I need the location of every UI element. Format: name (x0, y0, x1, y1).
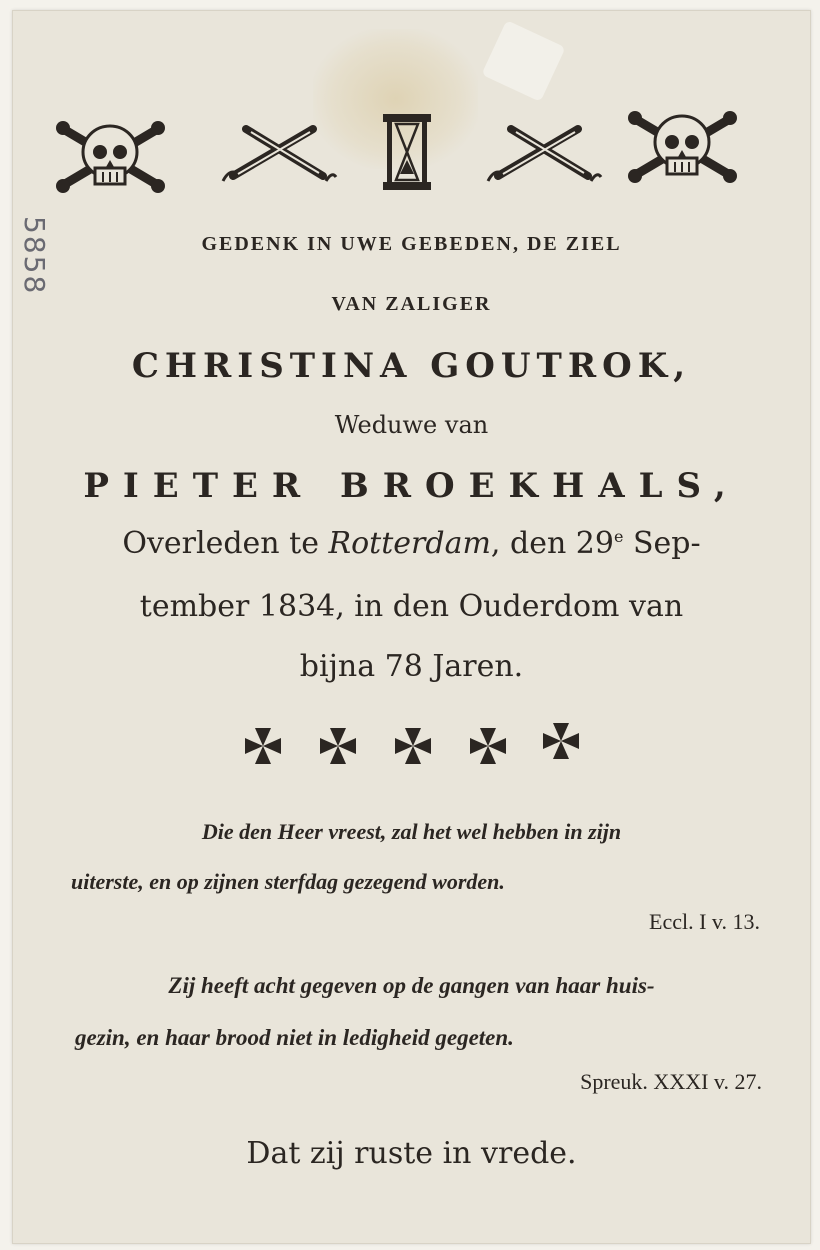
death-line-3: bijna 78 Jaren. (299, 649, 524, 684)
cross-pattee-icon (468, 726, 508, 766)
spouse-name: PIETER BROEKHALS, (83, 466, 740, 506)
deceased-name: CHRISTINA GOUTROK, (131, 346, 692, 386)
death-place: Rotterdam (328, 526, 491, 561)
cross-pattee-icon (393, 726, 433, 766)
crossed-torches-icon (218, 121, 338, 186)
death-line-1 (13, 526, 810, 561)
skull-crossbones-icon (53, 116, 168, 196)
closing-line: Dat zij ruste in vrede. (246, 1136, 577, 1171)
verse-1-line-2: uiterste, en op zijnen sterfdag gezegend worden. (71, 869, 505, 894)
skull-crossbones-icon (625, 106, 740, 186)
verse-2-line-1: Zij heeft acht gegeven op de gangen van haar huis- (168, 973, 655, 998)
verse-2-line-2: gezin, en haar brood niet in ledigheid gegeten. (75, 1025, 514, 1050)
memorial-card (12, 10, 811, 1244)
cross-pattee-icon (243, 726, 283, 766)
death-line-2: tember 1834, in den Ouderdom van (139, 589, 684, 624)
cross-pattee-icon (318, 726, 358, 766)
verse-2-reference: Spreuk. XXXI v. 27. (580, 1069, 762, 1094)
widow-of: Weduwe van (334, 411, 489, 439)
cross-row (13, 726, 810, 776)
death-line-1-end: Sep- (623, 526, 701, 561)
header-line-1: GEDENK IN UWE GEBEDEN, DE ZIEL (201, 233, 622, 255)
crossed-torches-icon (483, 121, 603, 186)
ornament-row (13, 106, 810, 206)
archive-number: 5858 (18, 216, 51, 296)
paper-damage (481, 20, 565, 102)
death-line-1-start: Overleden te (122, 526, 329, 561)
header-line-2: VAN ZALIGER (331, 293, 492, 315)
date-superscript: e (613, 527, 624, 546)
hourglass-icon (381, 112, 433, 192)
verse-1-line-1: Die den Heer vreest, zal het wel hebben in zijn (201, 819, 622, 844)
verse-1-reference: Eccl. I v. 13. (649, 909, 760, 934)
cross-pattee-icon (541, 721, 581, 761)
death-line-1-date: , den 29 (490, 526, 614, 561)
